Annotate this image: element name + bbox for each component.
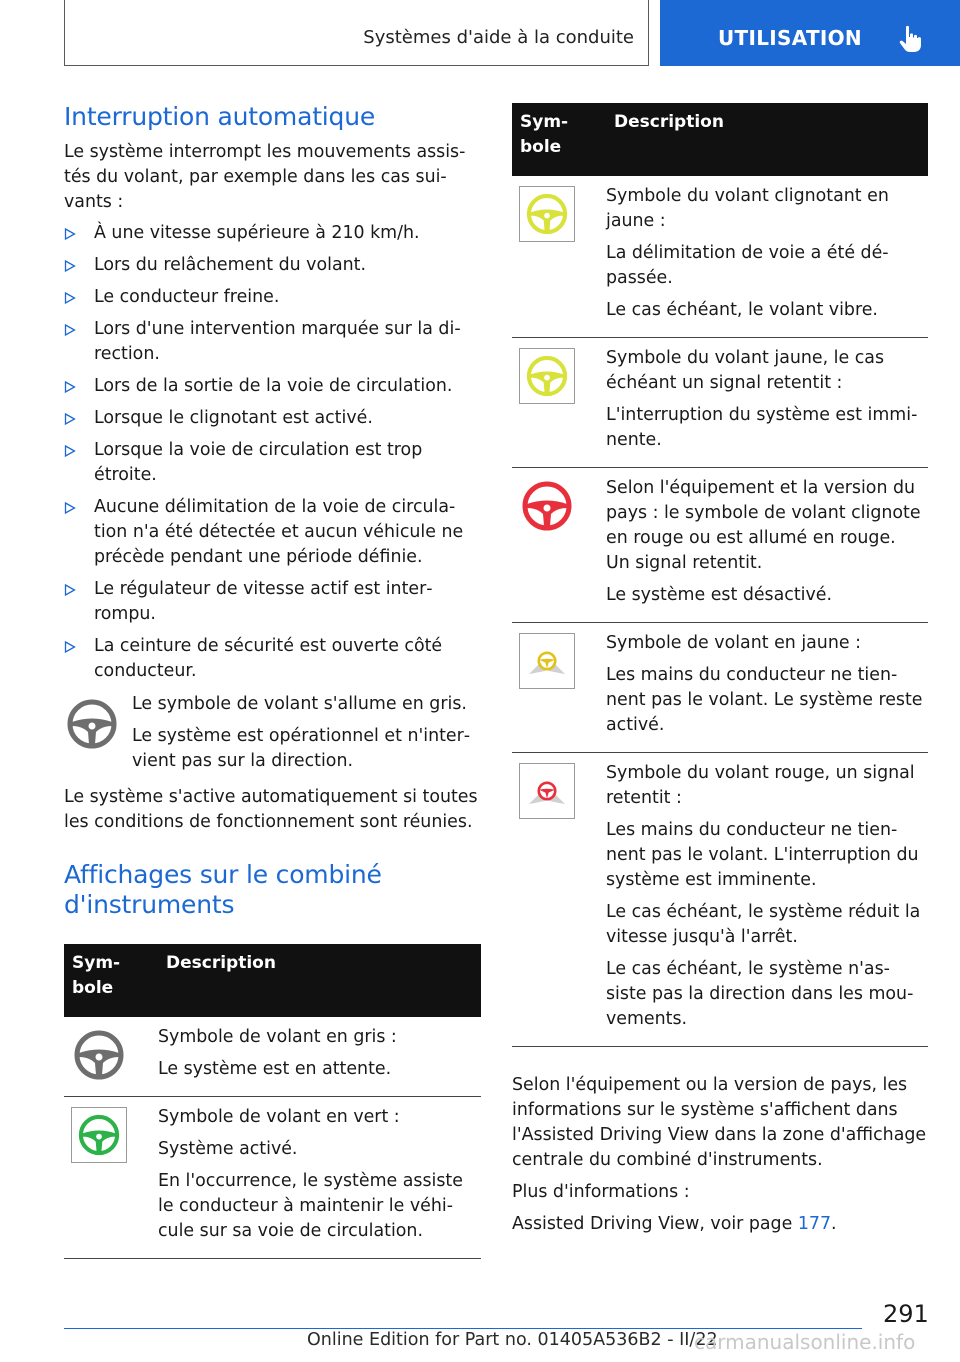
list-item-text: Lors d'une intervention marquée sur la direction. [94,319,461,364]
list-item [64,374,481,399]
list-item-text: À une vitesse supérieure à 210 km/h. [94,223,420,243]
steering-wheel-red-icon [519,478,606,542]
table-row [512,338,928,468]
steering-wheel-yellow-icon [519,348,575,404]
watermark-text: carmanualsonline.info [694,1330,916,1354]
description-line: L'interruption du système est imminente. [606,405,918,450]
triangle-bullet-icon [64,260,76,272]
table-row [512,468,928,623]
column-header-symbol: Symbole [64,944,158,1017]
chapter-title: Systèmes d'aide à la conduite [363,27,634,48]
triangle-bullet-icon [64,502,76,514]
steering-wheel-green-icon [71,1107,127,1163]
list-item [64,221,481,246]
after-paragraph-1: Selon l'équipement ou la version de pays, les informations sur le système s'affichent dans l'Assisted Driving View dans la zone d'affichage centrale du combiné d'instruments. [512,1075,927,1170]
hands-off-red-icon [519,763,575,819]
grey-symbol-text-1: Le symbole de volant s'allume en gris. [132,694,467,714]
description-line: Symbole de volant en gris : [158,1027,397,1047]
edition-note: Online Edition for Part no. 01405A536B2 - II/22 [307,1330,718,1350]
list-item [64,577,481,627]
column-header-description: Description [158,944,481,1017]
steering-wheel-grey-icon [71,1027,158,1091]
description-line: Symbole du volant rouge, un signal retentit : [606,763,915,808]
after-paragraph-3 [512,1212,928,1237]
list-item-text: Lors du relâchement du volant. [94,255,366,275]
triangle-bullet-icon [64,324,76,336]
auto-activation-paragraph: Le système s'active automatiquement si toutes les conditions de fonctionnement sont réunies. [64,787,478,832]
triangle-bullet-icon [64,292,76,304]
table-row [512,753,928,1047]
list-item-text: Lorsque la voie de circulation est trop étroite. [94,440,423,485]
list-item-text: Le régulateur de vitesse actif est interrompu. [94,579,433,624]
symbol-table-left [64,944,481,1259]
steering-wheel-yellow-blinking-icon [519,186,575,242]
grey-symbol-text-2: Le système est opérationnel et n'intervient pas sur la direction. [132,726,471,771]
steering-wheel-grey-icon [64,692,130,762]
triangle-bullet-icon [64,641,76,653]
triangle-bullet-icon [64,413,76,425]
description-line: Symbole du volant jaune, le cas échéant un signal retentit : [606,348,885,393]
list-item [64,317,481,367]
triangle-bullet-icon [64,381,76,393]
list-item [64,406,481,431]
description-line: Le cas échéant, le système n'assiste pas la direction dans les mouvements. [606,959,914,1029]
list-item [64,253,481,278]
description-line: Les mains du conducteur ne tiennent pas le volant. L'interruption du système est imminente. [606,820,919,890]
hands-off-yellow-icon [519,633,575,689]
description-line: Symbole de volant en jaune : [606,633,861,653]
table-row [64,1017,481,1097]
pointing-hand-icon [895,24,925,54]
interruption-list [64,221,481,684]
description-line: Symbole de volant en vert : [158,1107,400,1127]
list-item-text: Le conducteur freine. [94,287,280,307]
right-column [512,103,928,1244]
description-line: Le cas échéant, le système réduit la vitesse jusqu'à l'arrêt. [606,902,921,947]
list-item [64,634,481,684]
column-header-symbol: Symbole [512,103,606,176]
symbol-table-right [512,103,928,1047]
table-row [512,623,928,753]
section-title: UTILISATION [718,26,862,50]
intro-paragraph: Le système interrompt les mouvements assistés du volant, par exemple dans les cas suivants : [64,142,466,212]
triangle-bullet-icon [64,584,76,596]
list-item [64,495,481,570]
description-line: Le système est désactivé. [606,585,833,605]
list-item-text: Lorsque le clignotant est activé. [94,408,373,428]
heading-automatic-interruption: Interruption automatique [64,102,376,131]
list-item [64,438,481,488]
column-header-description: Description [606,103,928,176]
grey-symbol-note [64,692,481,781]
page-ref-text: Assisted Driving View, voir page [512,1214,798,1234]
description-line: En l'occurrence, le système assiste le conducteur à maintenir le véhicule sur sa voie de circulation. [158,1171,463,1241]
heading-instrument-displays: Affichages sur le combiné d'instruments [64,860,382,919]
table-row [512,176,928,338]
header-chapter-box [64,0,649,66]
list-item [64,285,481,310]
after-paragraph-2: Plus d'informations : [512,1182,690,1202]
page-ref-period: . [831,1214,837,1234]
description-line: Le système est en attente. [158,1059,392,1079]
assisted-driving-view-note [512,1073,928,1237]
triangle-bullet-icon [64,228,76,240]
page-ref-link[interactable]: 177 [797,1214,832,1234]
left-column [64,102,481,1259]
description-line: Le cas échéant, le volant vibre. [606,300,878,320]
triangle-bullet-icon [64,445,76,457]
list-item-text: La ceinture de sécurité est ouverte côté conducteur. [94,636,443,681]
page-number: 291 [883,1300,929,1328]
description-line: La délimitation de voie a été dépassée. [606,243,889,288]
list-item-text: Aucune délimitation de la voie de circulation n'a été détectée et aucun véhicule ne précède pendant une période définie. [94,497,464,567]
footer-rule [64,1328,862,1329]
description-line: Selon l'équipement et la version du pays : le symbole de volant clignote en rouge ou est allumé en rouge. Un signal retentit. [606,478,921,573]
table-row [64,1097,481,1259]
description-line: Les mains du conducteur ne tiennent pas le volant. Le système reste activé. [606,665,923,735]
description-line: Système activé. [158,1139,298,1159]
description-line: Symbole du volant clignotant en jaune : [606,186,889,231]
header-section-tab[interactable] [660,0,960,66]
list-item-text: Lors de la sortie de la voie de circulation. [94,376,453,396]
